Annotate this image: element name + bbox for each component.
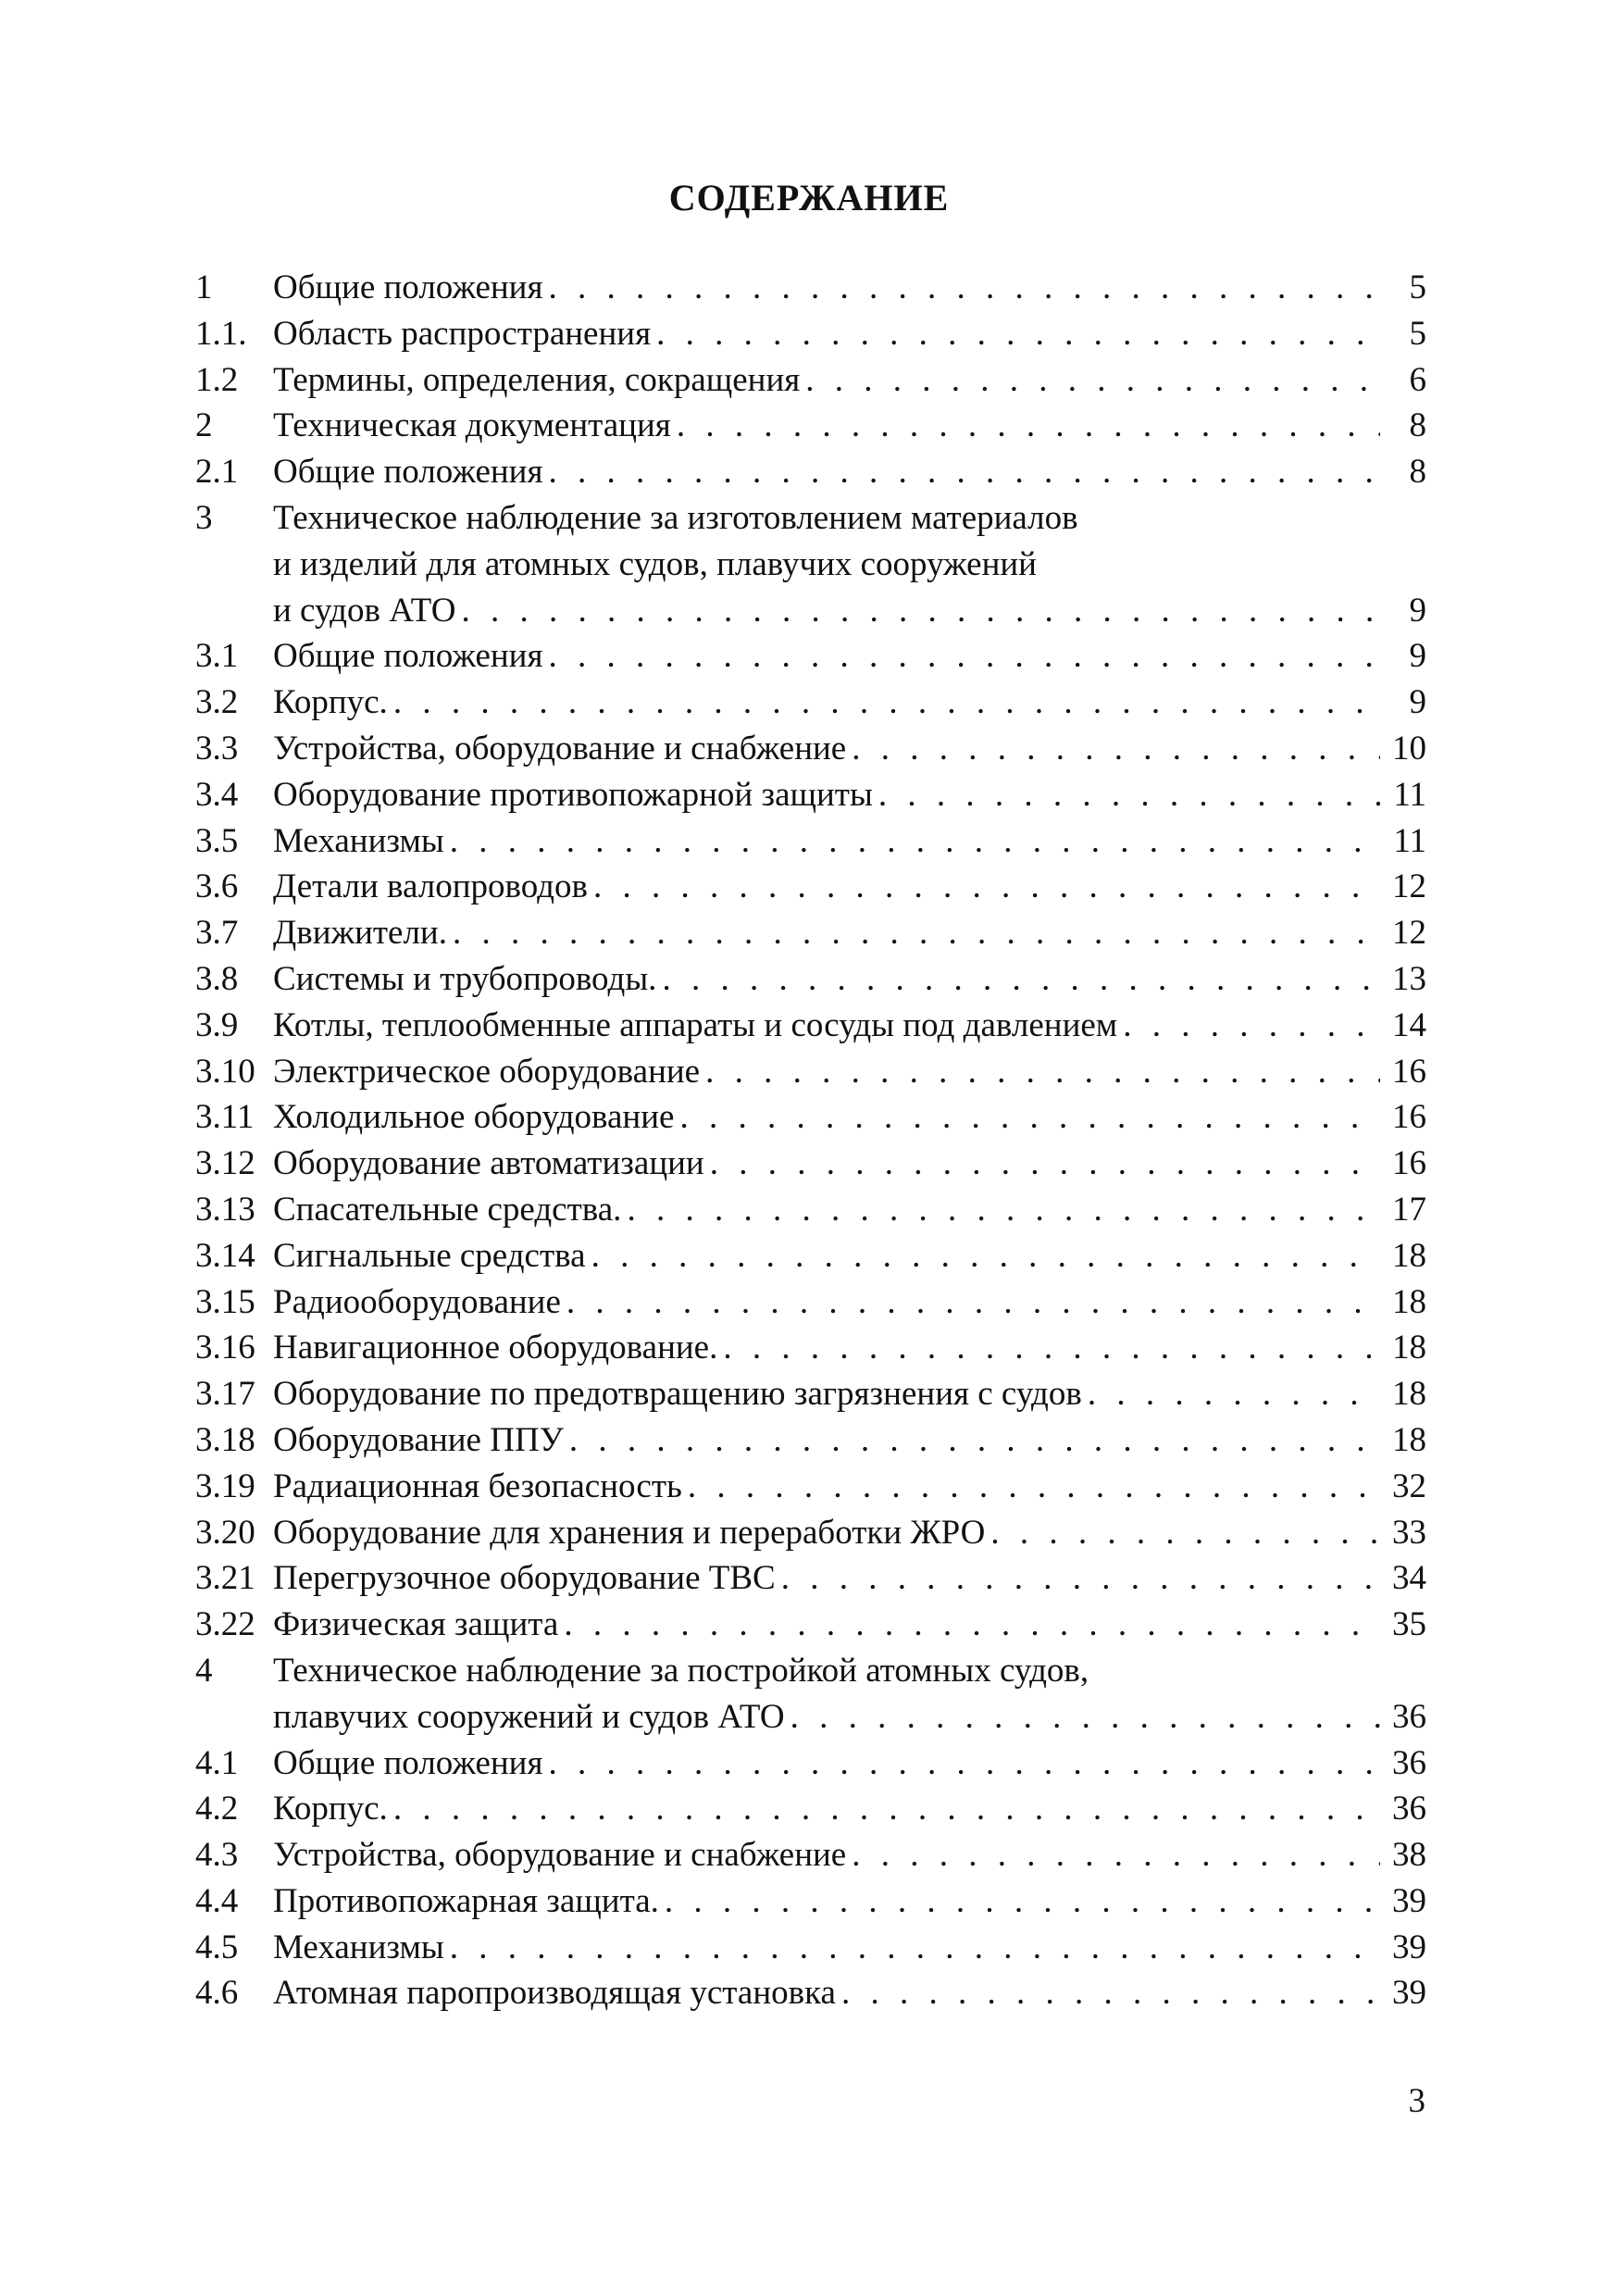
toc-entry-page: 13: [1392, 959, 1426, 998]
toc-entry-page: 18: [1392, 1236, 1426, 1275]
toc-entry-number: 3.4: [195, 775, 239, 814]
toc-entry-title: Оборудование автоматизации: [273, 1144, 704, 1183]
dot-leader: [393, 680, 1380, 726]
toc-entry-number: 4: [195, 1651, 213, 1690]
toc-entry-page: 39: [1392, 1881, 1426, 1920]
toc-entry-text-line: Техническое наблюдение за постройкой атомных судов,: [273, 1651, 1089, 1690]
page-title: СОДЕРЖАНИЕ: [668, 177, 950, 218]
toc-entry-line: [195, 542, 1426, 588]
toc-entry-page: 8: [1409, 406, 1426, 445]
toc-entry-number: 2.1: [195, 453, 239, 492]
toc-entry-title: Корпус.: [273, 683, 388, 722]
toc-entry-page: 34: [1392, 1559, 1426, 1598]
toc-entry-page: 9: [1409, 683, 1426, 722]
toc-entry-title: Общие положения: [273, 637, 543, 676]
toc-entry-line: [195, 495, 1426, 542]
dot-leader: [548, 449, 1380, 495]
toc-entry-title: Системы и трубопроводы.: [273, 959, 657, 998]
toc-entry-number: 3.14: [195, 1236, 255, 1275]
toc-entry-page: 18: [1392, 1420, 1426, 1459]
toc-entry[interactable]: [195, 910, 1426, 956]
toc-entry-title: Движители.: [273, 914, 447, 953]
toc-entry-number: 4.6: [195, 1974, 239, 2013]
dot-leader: [453, 910, 1380, 956]
toc-entry-title: Навигационное оборудование.: [273, 1329, 718, 1367]
toc-entry[interactable]: [195, 1741, 1426, 1787]
toc-entry-number: 3.1: [195, 637, 239, 676]
toc-entry-page: 12: [1392, 867, 1426, 906]
dot-leader: [450, 818, 1380, 865]
toc-entry-number: 4.4: [195, 1881, 239, 1920]
toc-entry[interactable]: [195, 1832, 1426, 1878]
dot-leader: [656, 311, 1380, 357]
toc-entry-number: 1: [195, 268, 213, 306]
toc-entry[interactable]: [195, 772, 1426, 818]
dot-leader: [548, 265, 1380, 311]
toc-entry-title: Противопожарная защита.: [273, 1881, 659, 1920]
dot-leader: [990, 1510, 1380, 1556]
page-number: 3: [1408, 2082, 1425, 2120]
toc-entry-title: Физическая защита: [273, 1605, 559, 1644]
toc-entry-number: 4.2: [195, 1790, 239, 1828]
toc-entry[interactable]: [195, 311, 1426, 357]
toc-entry-number: 3.9: [195, 1005, 239, 1044]
toc-entry-page: 36: [1392, 1790, 1426, 1828]
toc-entry-title: Механизмы: [273, 821, 444, 860]
toc-entry-page: 11: [1393, 775, 1426, 814]
toc-entry[interactable]: [195, 588, 1426, 634]
toc-entry-page: 14: [1392, 1005, 1426, 1044]
toc-entry-number: 3.20: [195, 1513, 255, 1552]
toc-entry[interactable]: [195, 1233, 1426, 1279]
toc-entry-number: 3.5: [195, 821, 239, 860]
dot-leader: [710, 1141, 1380, 1187]
toc-entry-page: 18: [1392, 1375, 1426, 1414]
toc-entry[interactable]: [195, 1049, 1426, 1095]
toc-entry-number: 2: [195, 406, 213, 445]
toc-entry-title: Сигнальные средства: [273, 1236, 586, 1275]
toc-entry[interactable]: [195, 1555, 1426, 1602]
toc-entry-page: 10: [1392, 729, 1426, 767]
toc-entry-page: 36: [1392, 1697, 1426, 1736]
table-of-contents: [195, 265, 1426, 2016]
toc-entry-number: 3.21: [195, 1559, 255, 1598]
toc-entry-title: Механизмы: [273, 1928, 444, 1966]
toc-entry-page: 9: [1409, 591, 1426, 630]
toc-entry[interactable]: [195, 818, 1426, 865]
toc-entry-title: и судов АТО: [273, 591, 456, 630]
dot-leader: [781, 1555, 1380, 1602]
toc-entry[interactable]: [195, 680, 1426, 726]
toc-entry-number: 4.1: [195, 1743, 239, 1782]
toc-entry-title: Область распространения: [273, 314, 652, 353]
dot-leader: [679, 1094, 1380, 1141]
toc-entry-title: Общие положения: [273, 268, 543, 306]
toc-entry-text-line: и изделий для атомных судов, плавучих сооружений: [273, 544, 1037, 583]
toc-entry[interactable]: [195, 1003, 1426, 1049]
dot-leader: [1088, 1371, 1380, 1417]
toc-entry-line: [195, 1648, 1426, 1694]
toc-entry[interactable]: [195, 1602, 1426, 1648]
toc-entry-page: 11: [1393, 821, 1426, 860]
toc-entry-title: Радиооборудование: [273, 1282, 561, 1321]
toc-entry[interactable]: [195, 449, 1426, 495]
toc-entry-title: Общие положения: [273, 1743, 543, 1782]
dot-leader: [393, 1786, 1380, 1832]
toc-entry-page: 5: [1409, 268, 1426, 306]
toc-entry-title: Перегрузочное оборудование ТВС: [273, 1559, 776, 1598]
dot-leader: [662, 956, 1380, 1003]
toc-entry-number: 4.5: [195, 1928, 239, 1966]
toc-entry[interactable]: [195, 956, 1426, 1003]
toc-entry-number: 3.7: [195, 914, 239, 953]
toc-entry-page: 38: [1392, 1836, 1426, 1875]
toc-entry-number: 3: [195, 498, 213, 537]
toc-entry-number: 3.2: [195, 683, 239, 722]
toc-entry-number: 3.11: [195, 1098, 255, 1137]
toc-entry-number: 3.15: [195, 1282, 255, 1321]
toc-entry-title: Оборудование ППУ: [273, 1420, 564, 1459]
toc-entry[interactable]: [195, 1371, 1426, 1417]
toc-entry-number: 3.17: [195, 1375, 255, 1414]
toc-entry-title: Оборудование противопожарной защиты: [273, 775, 873, 814]
toc-entry-number: 1.2: [195, 360, 239, 399]
dot-leader: [790, 1694, 1380, 1741]
dot-leader: [677, 403, 1380, 449]
toc-entry-number: 3.10: [195, 1052, 255, 1091]
dot-leader: [548, 633, 1380, 680]
toc-entry-page: 36: [1392, 1743, 1426, 1782]
toc-entry-page: 35: [1392, 1605, 1426, 1644]
toc-entry-page: 9: [1409, 637, 1426, 676]
toc-entry[interactable]: [195, 1279, 1426, 1326]
toc-entry-number: 3.13: [195, 1190, 255, 1229]
toc-entry-page: 32: [1392, 1466, 1426, 1505]
toc-entry-page: 17: [1392, 1190, 1426, 1229]
dot-leader: [1123, 1003, 1380, 1049]
toc-entry-title: Оборудование по предотвращению загрязнения с судов: [273, 1375, 1082, 1414]
toc-entry-title: Устройства, оборудование и снабжение: [273, 1836, 847, 1875]
toc-entry[interactable]: [195, 864, 1426, 910]
toc-entry-page: 16: [1392, 1052, 1426, 1091]
toc-entry-title: Радиационная безопасность: [273, 1466, 682, 1505]
toc-entry-number: 3.16: [195, 1329, 255, 1367]
toc-entry-number: 3.6: [195, 867, 239, 906]
toc-entry[interactable]: [195, 1694, 1426, 1741]
toc-entry-page: 12: [1392, 914, 1426, 953]
toc-entry-title: Корпус.: [273, 1790, 388, 1828]
toc-entry-number: 1.1.: [195, 314, 247, 353]
dot-leader: [450, 1925, 1380, 1971]
toc-entry-number: 3.19: [195, 1466, 255, 1505]
toc-entry-title: Электрическое оборудование: [273, 1052, 701, 1091]
dot-leader: [569, 1417, 1380, 1464]
toc-entry-page: 8: [1409, 453, 1426, 492]
dot-leader: [593, 864, 1380, 910]
toc-entry[interactable]: [195, 1094, 1426, 1141]
dot-leader: [462, 588, 1380, 634]
toc-entry[interactable]: [195, 1970, 1426, 2016]
toc-entry-page: 6: [1409, 360, 1426, 399]
dot-leader: [566, 1279, 1380, 1326]
dot-leader: [805, 357, 1380, 404]
dot-leader: [852, 726, 1380, 772]
toc-entry[interactable]: [195, 1878, 1426, 1925]
toc-entry[interactable]: [195, 1325, 1426, 1371]
dot-leader: [627, 1187, 1380, 1233]
dot-leader: [548, 1741, 1380, 1787]
toc-entry-title: плавучих сооружений и судов АТО: [273, 1697, 785, 1736]
toc-entry[interactable]: [195, 1786, 1426, 1832]
toc-entry-title: Детали валопроводов: [273, 867, 588, 906]
toc-entry-title: Техническая документация: [273, 406, 671, 445]
toc-entry[interactable]: [195, 1187, 1426, 1233]
dot-leader: [564, 1602, 1380, 1648]
toc-entry[interactable]: [195, 1141, 1426, 1187]
toc-entry-number: 3.8: [195, 959, 239, 998]
toc-entry-page: 5: [1409, 314, 1426, 353]
toc-entry-page: 16: [1392, 1144, 1426, 1183]
toc-entry-page: 18: [1392, 1329, 1426, 1367]
toc-entry-page: 39: [1392, 1928, 1426, 1966]
toc-entry[interactable]: [195, 357, 1426, 404]
toc-entry[interactable]: [195, 1925, 1426, 1971]
toc-entry[interactable]: [195, 403, 1426, 449]
toc-entry-title: Котлы, теплообменные аппараты и сосуды под давлением: [273, 1005, 1118, 1044]
toc-entry-title: Спасательные средства.: [273, 1190, 622, 1229]
toc-entry-number: 4.3: [195, 1836, 239, 1875]
toc-entry-number: 3.22: [195, 1605, 255, 1644]
toc-entry[interactable]: [195, 633, 1426, 680]
dot-leader: [705, 1049, 1380, 1095]
toc-entry-number: 3.3: [195, 729, 239, 767]
toc-entry[interactable]: [195, 1464, 1426, 1510]
toc-entry[interactable]: [195, 1417, 1426, 1464]
toc-entry-page: 39: [1392, 1974, 1426, 2013]
toc-entry-title: Холодильное оборудование: [273, 1098, 675, 1137]
toc-entry[interactable]: [195, 1510, 1426, 1556]
toc-entry-text-line: Техническое наблюдение за изготовлением материалов: [273, 498, 1078, 537]
toc-entry-page: 18: [1392, 1282, 1426, 1321]
toc-entry-title: Термины, определения, сокращения: [273, 360, 801, 399]
dot-leader: [591, 1233, 1380, 1279]
dot-leader: [852, 1832, 1380, 1878]
toc-entry-title: Атомная паропроизводящая установка: [273, 1974, 836, 2013]
toc-entry[interactable]: [195, 265, 1426, 311]
dot-leader: [665, 1878, 1380, 1925]
toc-entry-title: Устройства, оборудование и снабжение: [273, 729, 847, 767]
dot-leader: [878, 772, 1380, 818]
toc-entry[interactable]: [195, 726, 1426, 772]
toc-entry-page: 33: [1392, 1513, 1426, 1552]
dot-leader: [841, 1970, 1380, 2016]
toc-entry-title: Общие положения: [273, 453, 543, 492]
dot-leader: [688, 1464, 1380, 1510]
toc-entry-number: 3.12: [195, 1144, 255, 1183]
toc-entry-number: 3.18: [195, 1420, 255, 1459]
toc-entry-title: Оборудование для хранения и переработки ЖРО: [273, 1513, 986, 1552]
dot-leader: [723, 1325, 1380, 1371]
toc-entry-page: 16: [1392, 1098, 1426, 1137]
